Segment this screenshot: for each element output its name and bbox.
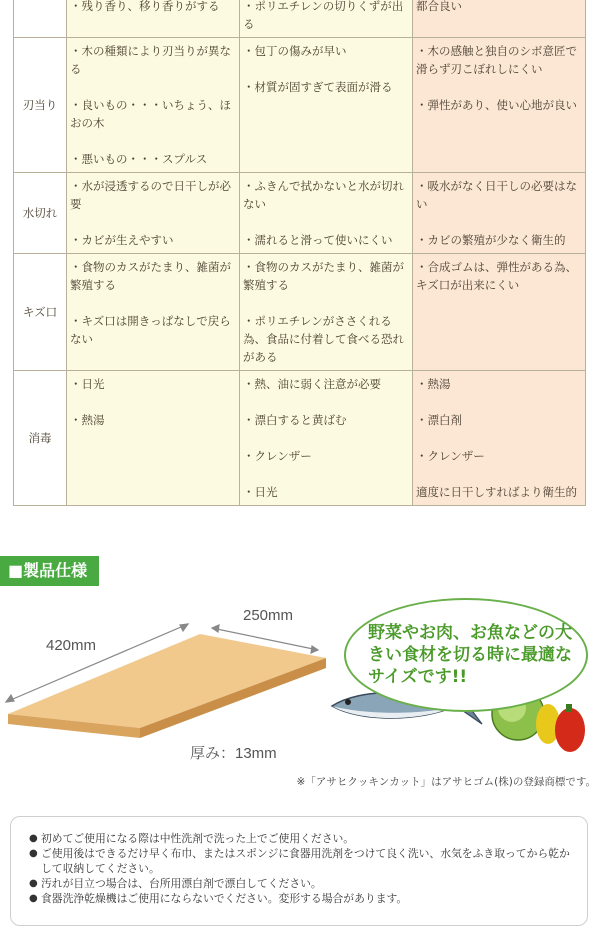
cell-text: ・漂白剤 bbox=[416, 413, 462, 427]
asahi-cell bbox=[413, 173, 586, 254]
cell-text: ・熱、油に弱く注意が必要 bbox=[243, 377, 381, 391]
row-header: キズ口 bbox=[14, 254, 67, 371]
cell-text: ・カビが生えやすい bbox=[70, 233, 174, 247]
speech-bubble bbox=[344, 598, 588, 712]
cell-text: ・濡れると滑って使いにくい bbox=[243, 233, 393, 247]
care-notes-list bbox=[11, 817, 587, 906]
row-header bbox=[14, 0, 67, 38]
note-item: ● 汚れが目立つ場合は、台所用漂白剤で漂白してください。 bbox=[29, 876, 577, 891]
asahi-cell bbox=[413, 254, 586, 371]
cell-text: ・残り香り、移り香りがする bbox=[70, 0, 220, 13]
cell-text: ・クレンザー bbox=[243, 449, 312, 463]
cell-text: ・水が浸透するので日干しが必要 bbox=[70, 179, 231, 211]
note-item: ● 食器洗浄乾燥機はご使用にならないでください。変形する場合があります。 bbox=[29, 891, 577, 906]
cell-text: ・キズ口は開きっぱなしで戻らない bbox=[70, 314, 231, 346]
cell-text: ・木の感触と独自のシボ意匠で滑らず刃こぼれしにくい bbox=[416, 44, 577, 76]
table-row bbox=[14, 0, 586, 38]
cell-text: ・クレンザー bbox=[416, 449, 485, 463]
note-item: ● 初めてご使用になる際は中性洗剤で洗った上でご使用ください。 bbox=[29, 831, 577, 846]
cell-text: 都合良い bbox=[416, 0, 462, 13]
plastic-cell bbox=[240, 38, 413, 173]
comparison-table bbox=[13, 0, 586, 506]
table-row bbox=[14, 38, 586, 173]
trademark-note: ※「アサヒクッキンカット」はアサヒゴム(株)の登録商標です。 bbox=[296, 776, 596, 788]
cell-text: ・日光 bbox=[243, 485, 278, 499]
cell-text: ・熱湯 bbox=[416, 377, 451, 391]
cell-text: ・合成ゴムは、弾性がある為、キズ口が出来にくい bbox=[416, 260, 577, 292]
cell-text: ・ポリエチレンがささくれる為、食品に付着して食べる恐れがある bbox=[243, 314, 404, 364]
plastic-cell bbox=[240, 254, 413, 371]
wood-cell bbox=[67, 173, 240, 254]
cell-text: ・悪いもの・・・スプルス bbox=[70, 152, 208, 166]
table-row bbox=[14, 254, 586, 371]
plastic-cell bbox=[240, 0, 413, 38]
plastic-cell bbox=[240, 371, 413, 506]
cell-text: ・包丁の傷みが早い bbox=[243, 44, 347, 58]
length-label: 420mm bbox=[46, 637, 97, 654]
thickness-label: 厚み：13mm bbox=[190, 745, 277, 762]
bubble-text: 野菜やお肉、お魚などの大きい食材を切る時に最適なサイズです!! bbox=[368, 623, 572, 687]
cell-text: ・良いもの・・・いちょう、ほおの木 bbox=[70, 98, 231, 130]
wood-cell bbox=[67, 254, 240, 371]
cell-text: ・食物のカスがたまり、雑菌が繁殖する bbox=[70, 260, 231, 292]
cell-text: ・熱湯 bbox=[70, 413, 105, 427]
wood-cell bbox=[67, 371, 240, 506]
care-notes-box bbox=[10, 816, 588, 926]
asahi-cell bbox=[413, 38, 586, 173]
asahi-cell bbox=[413, 0, 586, 38]
cell-text: 適度に日干しすればより衛生的 bbox=[416, 485, 577, 499]
table-row bbox=[14, 173, 586, 254]
cell-text: ・ふきんで拭かないと水が切れない bbox=[243, 179, 404, 211]
cell-text: ・弾性があり、使い心地が良い bbox=[416, 98, 577, 112]
cell-text: ・吸水がなく日干しの必要はない bbox=[416, 179, 577, 211]
width-label: 250mm bbox=[243, 607, 294, 624]
table-row bbox=[14, 371, 586, 506]
cell-text: ・木の種類により刃当りが異なる bbox=[70, 44, 231, 76]
wood-cell bbox=[67, 0, 240, 38]
row-header: 刃当り bbox=[14, 38, 67, 173]
cell-text: ・材質が固すぎて表面が滑る bbox=[243, 80, 393, 94]
cell-text: ・日光 bbox=[70, 377, 105, 391]
note-item: ● ご使用後はできるだけ早く布巾、またはスポンジに食器用洗剤をつけて良く洗い、水気をふき取ってから乾かして収納してください。 bbox=[29, 846, 577, 876]
cell-text: ・食物のカスがたまり、雑菌が繁殖する bbox=[243, 260, 404, 292]
wood-cell bbox=[67, 38, 240, 173]
row-header: 水切れ bbox=[14, 173, 67, 254]
plastic-cell bbox=[240, 173, 413, 254]
section-title: ■製品仕様 bbox=[0, 556, 99, 586]
cell-text: ・ポリエチレンの切りくずが出る bbox=[243, 0, 404, 31]
cell-text: ・カビの繁殖が少なく衛生的 bbox=[416, 233, 566, 247]
asahi-cell bbox=[413, 371, 586, 506]
cell-text: ・漂白すると黄ばむ bbox=[243, 413, 347, 427]
row-header: 消毒 bbox=[14, 371, 67, 506]
